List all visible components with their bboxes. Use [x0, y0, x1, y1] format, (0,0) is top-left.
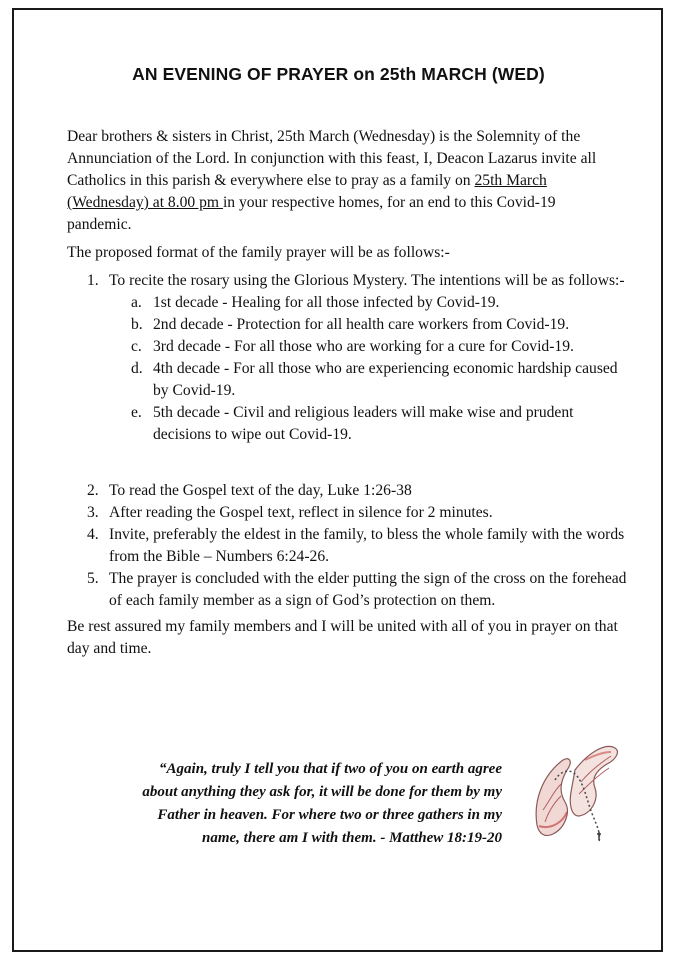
quote-line: name, there am I with them. - Matthew 18:19-20: [201, 830, 502, 846]
list-item: [67, 568, 627, 612]
decade-item: [67, 358, 627, 402]
item-text: To recite the rosary using the Glorious Mystery. The intentions will be as follows:-: [109, 272, 625, 289]
quote-line: about anything they ask for, it will be done for them by my: [142, 784, 502, 800]
decade-letter: a.: [131, 294, 142, 311]
intro-paragraph: [67, 126, 622, 236]
quote-line: Father in heaven. For where two or three gathers in my: [157, 807, 502, 823]
page-title: AN EVENING OF PRAYER on 25th MARCH (WED): [132, 64, 545, 84]
item-number: 1.: [87, 272, 99, 289]
decade-letter: d.: [131, 360, 143, 377]
list-item: [67, 270, 627, 292]
decade-text: 2nd decade - Protection for all health care workers from Covid-19.: [153, 316, 570, 333]
item-text: To read the Gospel text of the day, Luke 1:26-38: [109, 482, 412, 499]
list-item: [67, 480, 627, 502]
list-item: [67, 524, 627, 568]
decade-letter: c.: [131, 338, 142, 355]
prayer-steps-list: [67, 270, 627, 446]
item-number: 2.: [87, 482, 99, 499]
decade-item: [67, 336, 627, 358]
decade-item: [67, 314, 627, 336]
decade-item: [67, 402, 627, 446]
event-datetime: 25th March (Wednesday) at 8.00 pm: [67, 172, 547, 211]
intro-text: Dear brothers & sisters in Christ, 25th March (Wednesday) is the Solemnity of the Annunciation of the Lord. In conjunction with this feast, I, Deacon Lazarus invite all Catholics in this parish & everywhere else to pray as a family on: [67, 128, 597, 189]
format-intro: The proposed format of the family prayer will be as follows:-: [67, 244, 450, 261]
item-text: After reading the Gospel text, reflect in silence for 2 minutes.: [109, 504, 493, 521]
item-text: Invite, preferably the eldest in the family, to bless the whole family with the words from the Bible – Numbers 6:24-26.: [109, 526, 625, 565]
intro-text-end: in your respective homes, for an end to this Covid-19 pandemic.: [67, 194, 556, 233]
decade-item: [67, 292, 627, 314]
list-item: [67, 502, 627, 524]
decade-text: 1st decade - Healing for all those infected by Covid-19.: [153, 294, 500, 311]
item-number: 5.: [87, 570, 99, 587]
scripture-quote: [82, 758, 502, 850]
decade-text: 5th decade - Civil and religious leaders will make wise and prudent decisions to wipe out Covid-19.: [153, 404, 574, 443]
item-text: The prayer is concluded with the elder putting the sign of the cross on the forehead of each family member as a sign of God’s protection on them.: [109, 570, 627, 609]
prayer-steps-list-continued: [67, 480, 627, 612]
decade-letter: b.: [131, 316, 143, 333]
decade-text: 4th decade - For all those who are experiencing economic hardship caused by Covid-19.: [153, 360, 618, 399]
item-number: 3.: [87, 504, 99, 521]
closing-paragraph: Be rest assured my family members and I will be united with all of you in prayer on that day and time.: [67, 618, 618, 657]
praying-hands-rosary-icon: [515, 730, 635, 850]
item-number: 4.: [87, 526, 99, 543]
quote-line: “Again, truly I tell you that if two of you on earth agree: [159, 761, 502, 777]
decade-letter: e.: [131, 404, 142, 421]
decade-text: 3rd decade - For all those who are working for a cure for Covid-19.: [153, 338, 574, 355]
